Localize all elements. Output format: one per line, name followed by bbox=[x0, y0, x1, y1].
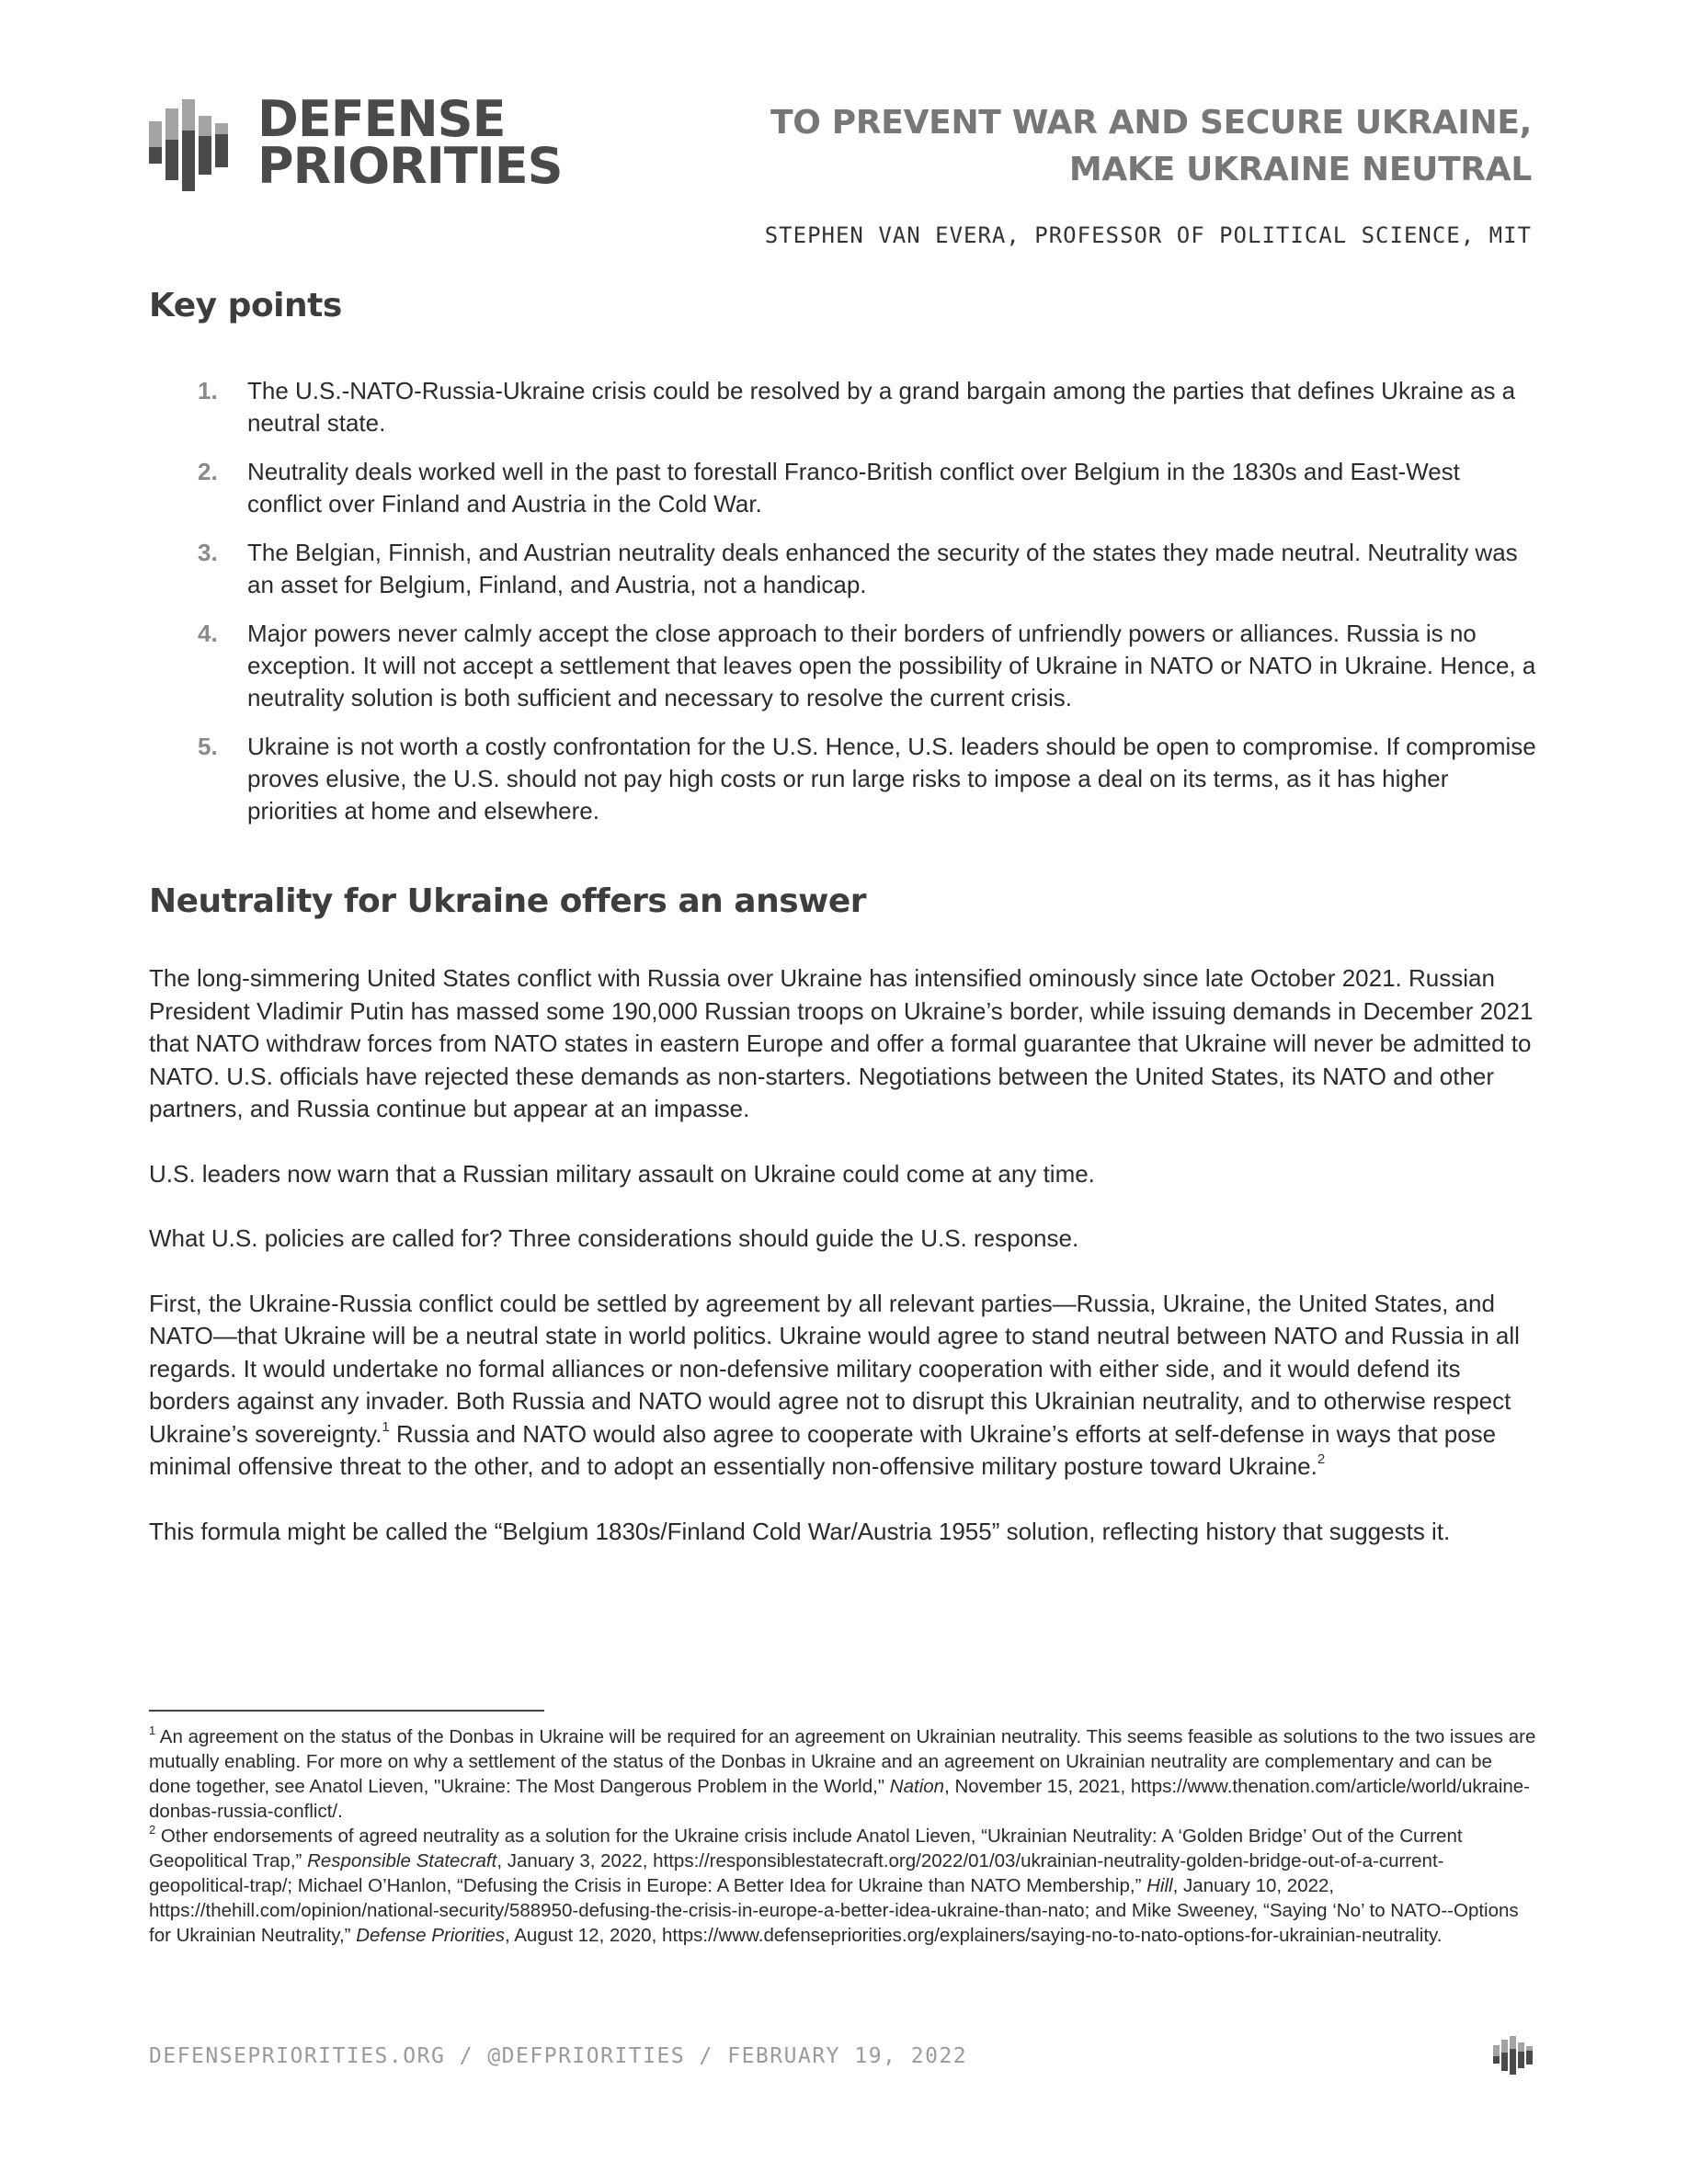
key-point-number: 2. bbox=[198, 458, 218, 485]
title-line-1: TO PREVENT WAR AND SECURE UKRAINE, bbox=[770, 104, 1532, 142]
author-byline: STEPHEN VAN EVERA, PROFESSOR OF POLITICAL SCIENCE, MIT bbox=[764, 222, 1532, 248]
defense-priorities-logo bbox=[149, 90, 563, 195]
key-point-text: The U.S.-NATO-Russia-Ukraine crisis could be resolved by a grand bargain among the parties that defines Ukraine as a neutral state. bbox=[247, 377, 1516, 437]
footnote-mark: 1 bbox=[149, 1723, 156, 1738]
paragraph: This formula might be called the “Belgium 1830s/Finland Cold War/Austria 1955” solution, reflecting history that suggests it. bbox=[149, 1517, 1451, 1545]
logo-line-1: DEFENSE bbox=[257, 90, 506, 148]
footnote-1 bbox=[149, 1724, 1537, 1824]
footnote-text: , August 12, 2020, https://www.defensepriorities.org/explainers/saying-no-to-nato-options-for-ukrainian-neutrality. bbox=[505, 1925, 1443, 1946]
section-heading: Neutrality for Ukraine offers an answer bbox=[149, 882, 867, 920]
key-point-item bbox=[149, 618, 1537, 714]
paragraph bbox=[149, 1288, 1537, 1484]
title-line-2: MAKE UKRAINE NEUTRAL bbox=[1068, 151, 1532, 188]
paragraph: What U.S. policies are called for? Three considerations should guide the U.S. response. bbox=[149, 1224, 1079, 1252]
logo-mark-icon bbox=[1493, 2036, 1534, 2075]
key-points-list bbox=[149, 375, 1537, 844]
key-point-text: Major powers never calmly accept the close approach to their borders of unfriendly powers or alliances. Russia is no exception. It will not accept a settlement that leaves open the possibility of Ukraine in NATO or NATO in Ukraine. Hence, a neutrality solution is both sufficient and necessary to resolve the current crisis. bbox=[247, 620, 1536, 711]
footnote-divider bbox=[149, 1710, 544, 1712]
key-point-number: 1. bbox=[198, 377, 218, 404]
footnote-text: , January 3, 2022, https://responsiblestatecraft.org/2022/01/03/ukrainian-neutrality-golden-bridge-out-of-a-current-geopolitical-trap/; Michael O’Hanlon, “Defusing the Crisis in Europe: A Better Idea for Ukraine than NATO Membership,” bbox=[149, 1850, 1444, 1896]
key-point-item bbox=[149, 731, 1537, 827]
footnote-text: , November 15, 2021, https://www.thenation.com/article/world/ukraine-donbas-russia-conflict/. bbox=[149, 1776, 1531, 1822]
logo-bars-icon bbox=[149, 99, 237, 191]
footnote-ref-1[interactable]: 1 bbox=[382, 1418, 390, 1435]
key-point-text: Ukraine is not worth a costly confrontation for the U.S. Hence, U.S. leaders should be open to compromise. If compromise proves elusive, the U.S. should not pay high costs or run large risks to impose a deal on its terms, as it has higher priorities at home and elsewhere. bbox=[247, 733, 1536, 825]
footnote-publication: Responsible Statecraft bbox=[307, 1850, 497, 1871]
key-points-heading: Key points bbox=[149, 287, 342, 324]
key-point-item bbox=[149, 537, 1537, 601]
key-point-number: 3. bbox=[198, 539, 218, 566]
footnote-publication: Nation bbox=[889, 1776, 945, 1797]
document-title bbox=[770, 99, 1532, 193]
paragraph: U.S. leaders now warn that a Russian military assault on Ukraine could come at any time. bbox=[149, 1159, 1095, 1188]
footnote-mark: 2 bbox=[149, 1823, 156, 1837]
section-body bbox=[149, 962, 1537, 1580]
paragraph-text: First, the Ukraine-Russia conflict could be settled by agreement by all relevant parties—Russia, Ukraine, the United States, and NATO—that Ukraine will be a neutral state in world politics. Ukraine would agree to stand neutral between NATO and Russia in all regards. It would undertake no formal alliances or non-defensive military cooperation with either side, and it would defend its borders against any invader. Both Russia and NATO would agree not to disrupt this Ukrainian neutrality, and to otherwise respect Ukraine’s sovereignty. bbox=[149, 1289, 1520, 1448]
paragraph-text: Russia and NATO would also agree to cooperate with Ukraine’s efforts at self-defense in ways that pose minimal offensive threat to the other, and to adopt an essentially non-offensive military posture toward Ukraine. bbox=[149, 1419, 1497, 1480]
footnote-text: Other endorsements of agreed neutrality as a solution for the Ukraine crisis include Anatol Lieven, “Ukrainian Neutrality: A ‘Golden Bridge’ Out of the Current Geopolitical Trap,” bbox=[149, 1826, 1463, 1871]
footnote-2 bbox=[149, 1824, 1537, 1948]
logo-wordmark bbox=[257, 90, 563, 195]
logo-line-2: PRIORITIES bbox=[257, 137, 563, 195]
key-point-text: The Belgian, Finnish, and Austrian neutrality deals enhanced the security of the states they made neutral. Neutrality was an asset for Belgium, Finland, and Austria, not a handicap. bbox=[247, 539, 1518, 598]
footnote-publication: Defense Priorities bbox=[356, 1925, 505, 1946]
footnote-publication: Hill bbox=[1146, 1875, 1173, 1896]
footnote-text: , January 10, 2022, https://thehill.com/opinion/national-security/588950-defusing-the-crisis-in-europe-a-better-idea-ukraine-than-nato; and Mike Sweeney, “Saying ‘No’ to NATO--Options for Ukrainian Neutrality,” bbox=[149, 1875, 1519, 1946]
key-point-item bbox=[149, 456, 1537, 520]
key-point-text: Neutrality deals worked well in the past to forestall Franco-British conflict over Belgium in the 1830s and East-West conflict over Finland and Austria in the Cold War. bbox=[247, 458, 1460, 518]
footnotes bbox=[149, 1724, 1537, 1948]
footnote-text: An agreement on the status of the Donbas in Ukraine will be required for an agreement on Ukrainian neutrality. This seems feasible as solutions to the two issues are mutually enabling. For more on why a settlement of the status of the Donbas in Ukraine and an agreement on Ukrainian neutrality are complementary and can be done together, see Anatol Lieven, "Ukraine: The Most Dangerous Problem in the World," bbox=[149, 1726, 1536, 1797]
page-footer: DEFENSEPRIORITIES.ORG / @DEFPRIORITIES / FEBRUARY 19, 2022 bbox=[149, 2044, 968, 2068]
key-point-number: 5. bbox=[198, 733, 218, 760]
key-point-item bbox=[149, 375, 1537, 439]
footnote-ref-2[interactable]: 2 bbox=[1317, 1451, 1326, 1468]
paragraph: The long-simmering United States conflict with Russia over Ukraine has intensified ominously since late October 2021. Russian President Vladimir Putin has massed some 190,000 Russian troops on Ukraine’s border, while issuing demands in December 2021 that NATO withdraw forces from NATO states in eastern Europe and offer a formal guarantee that Ukraine will never be admitted to NATO. U.S. officials have rejected these demands as non-starters. Negotiations between the United States, its NATO and other partners, and Russia continue but appear at an impasse. bbox=[149, 964, 1534, 1122]
key-point-number: 4. bbox=[198, 620, 218, 647]
